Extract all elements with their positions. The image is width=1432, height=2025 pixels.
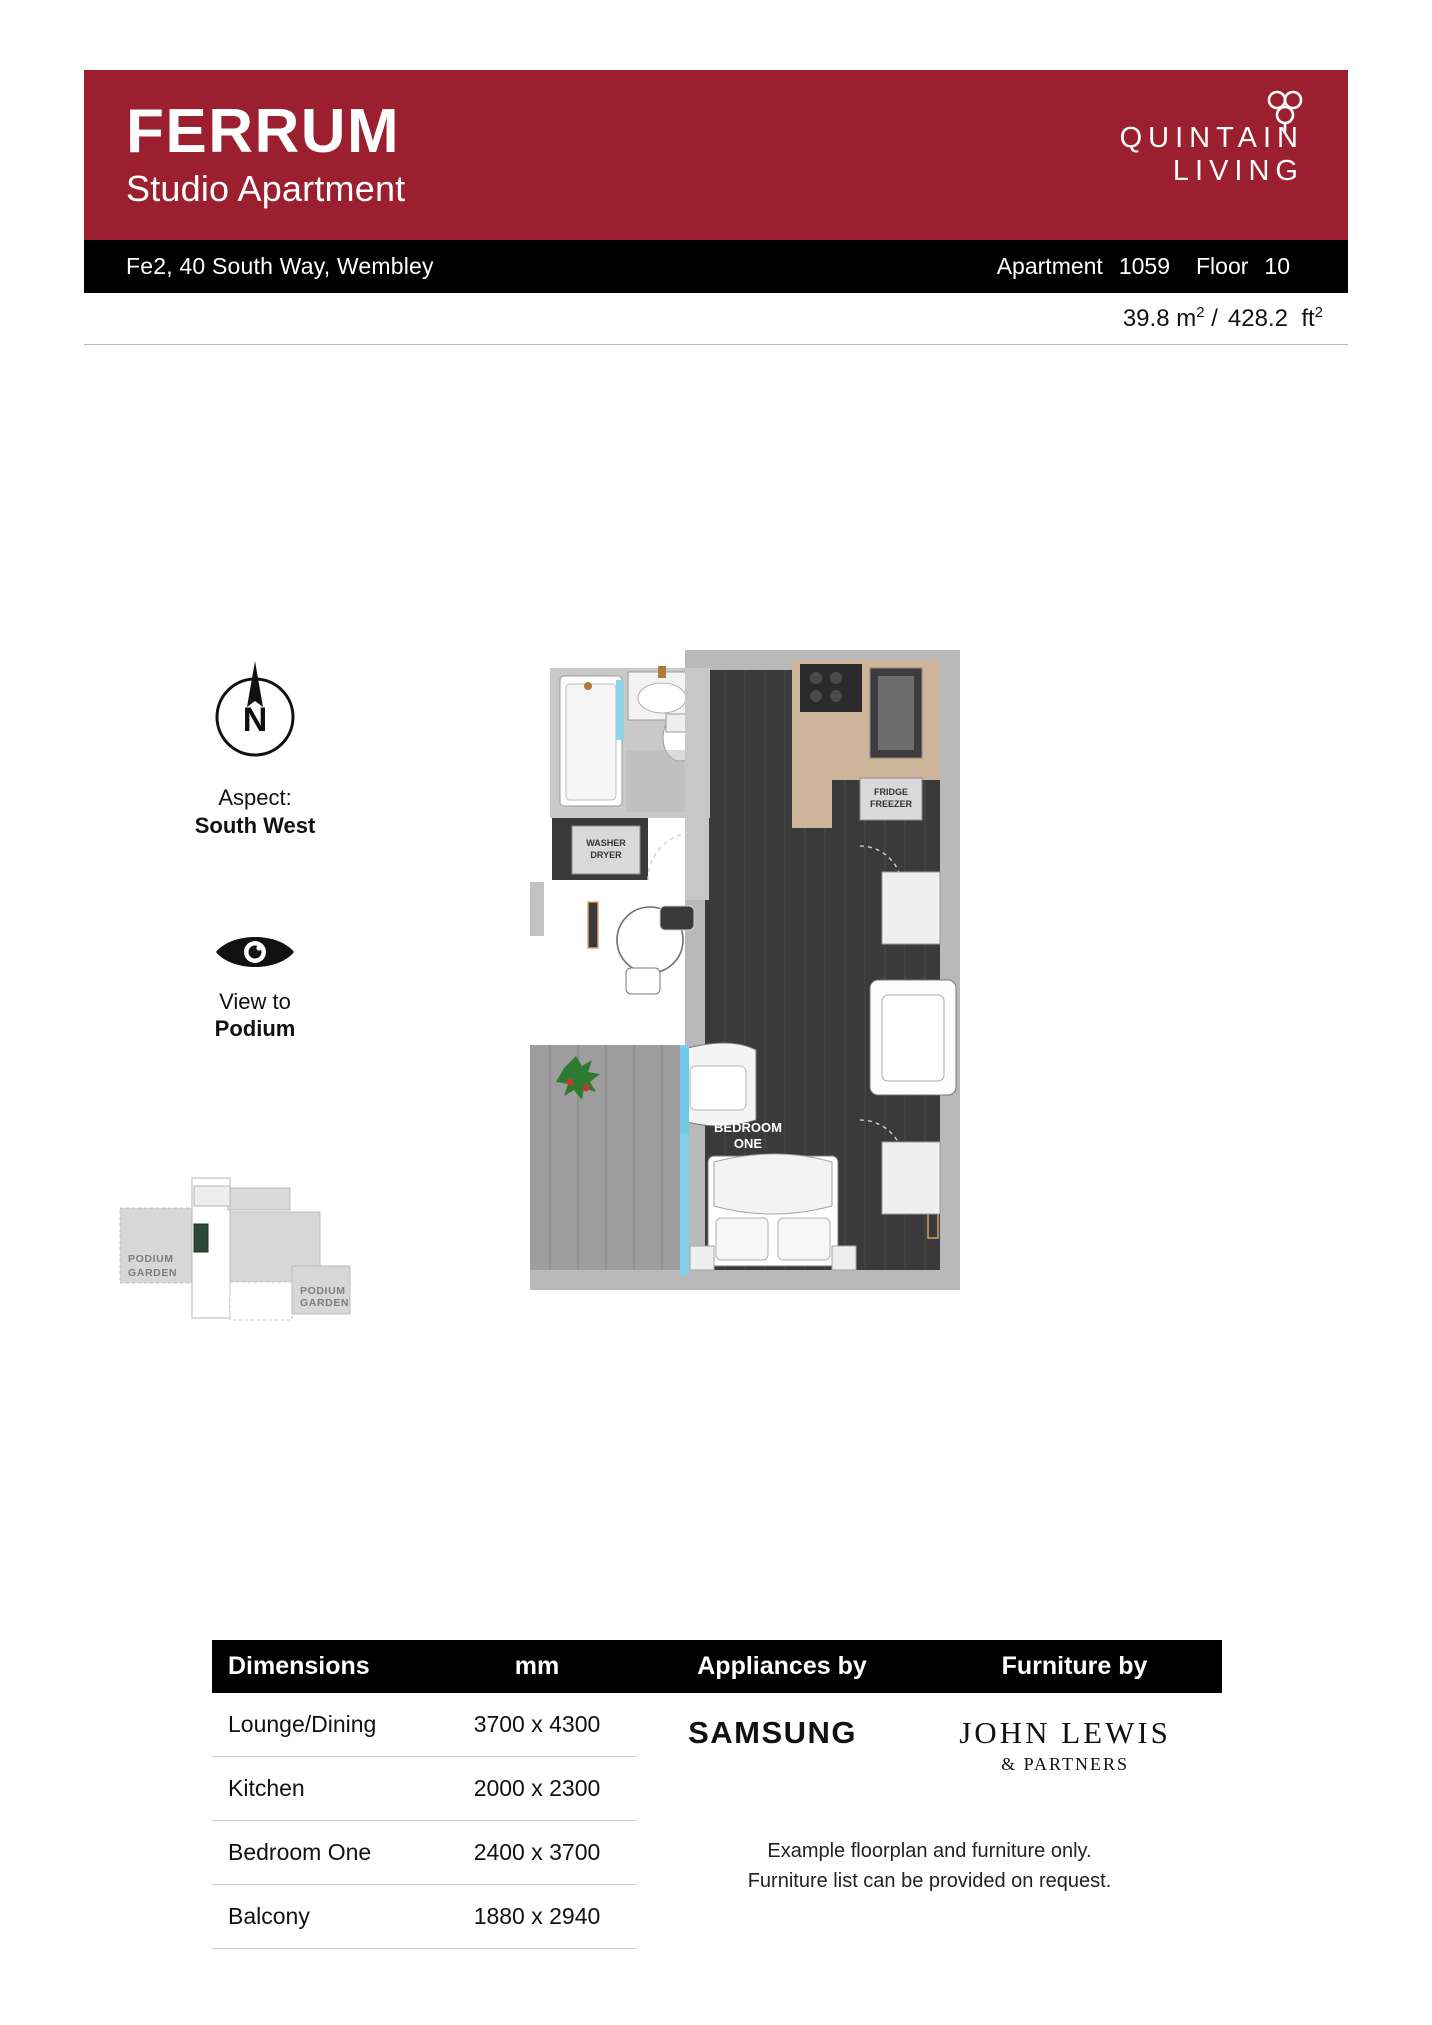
room-name: Balcony <box>228 1903 310 1929</box>
furniture-brand-logo <box>959 1715 1171 1775</box>
table-row <box>212 1821 637 1885</box>
area-separator: / <box>1211 305 1218 332</box>
brands-row <box>637 1693 1222 1798</box>
room-name: Kitchen <box>228 1775 305 1801</box>
key-plan <box>110 1170 370 1355</box>
room-size: 2400 x 3700 <box>473 1839 601 1865</box>
disclaimer <box>637 1836 1222 1896</box>
apartment-number: 1059 <box>1118 253 1170 279</box>
compass-north-letter: N <box>242 701 268 739</box>
room-size: 2000 x 2300 <box>473 1775 601 1801</box>
dimensions-column <box>212 1693 637 1949</box>
address-bar <box>84 240 1348 293</box>
header-furniture: Furniture by <box>1001 1652 1148 1680</box>
title-block <box>126 97 406 210</box>
room-size: 3700 x 4300 <box>473 1711 601 1737</box>
trefoil-icon <box>1256 88 1314 141</box>
specs-table <box>212 1640 1222 1949</box>
keyplan-label-1b: GARDEN <box>128 1267 178 1279</box>
compass-icon <box>120 655 390 765</box>
table-body <box>212 1693 1222 1949</box>
area-metric-unit: m <box>1176 305 1197 332</box>
view-label: View to <box>219 988 291 1014</box>
header-units: mm <box>514 1652 560 1680</box>
floorplan-drawing <box>530 650 1110 1290</box>
keyplan-label-1: PODIUM <box>128 1253 174 1265</box>
area-metric-unit-sup: 2 <box>1196 304 1205 321</box>
brand-logo <box>1120 122 1308 189</box>
header-dimensions: Dimensions <box>228 1652 370 1680</box>
area-metric-value: 39.8 <box>1122 305 1170 332</box>
table-row <box>212 1693 637 1757</box>
floor-label: Floor <box>1196 253 1249 279</box>
page-title: FERRUM <box>126 97 401 167</box>
disclaimer-line-2: Furniture list can be provided on request. <box>747 1870 1112 1892</box>
table-row <box>212 1757 637 1821</box>
header-banner <box>84 70 1348 240</box>
fridge-label-line1: FRIDGE <box>873 787 909 797</box>
room-size: 1880 x 2940 <box>473 1903 601 1929</box>
keyplan-label-2: PODIUM <box>300 1285 346 1297</box>
aspect-value: South West <box>194 812 316 838</box>
appliance-brand-logo: SAMSUNG <box>688 1715 858 1750</box>
area-row <box>84 293 1348 345</box>
area-imperial-unit: ft <box>1301 305 1315 332</box>
view-value: Podium <box>214 1016 296 1042</box>
washer-label-line1: WASHER <box>586 838 626 848</box>
washer-label-line2: DRYER <box>590 850 622 860</box>
aspect-label: Aspect: <box>218 785 292 810</box>
room-name: Bedroom One <box>228 1839 372 1865</box>
area-metric <box>1123 304 1218 333</box>
disclaimer-line-1: Example floorplan and furniture only. <box>767 1840 1092 1862</box>
apartment-info <box>997 253 1306 280</box>
area-imperial-value: 428.2 <box>1227 305 1288 332</box>
room-label-line2: ONE <box>733 1136 763 1151</box>
fridge-label-line2: FREEZER <box>869 799 913 809</box>
header-appliances: Appliances by <box>697 1652 867 1680</box>
area-imperial-unit-sup: 2 <box>1314 304 1323 321</box>
area-imperial <box>1228 304 1323 333</box>
furniture-brand-sub: & PARTNERS <box>1001 1754 1129 1774</box>
table-row <box>212 1885 637 1949</box>
table-header-row <box>212 1640 1222 1693</box>
brand-sub: LIVING <box>1172 155 1304 187</box>
view-icon <box>120 929 390 975</box>
floor-number: 10 <box>1264 253 1290 279</box>
brands-column <box>637 1693 1222 1949</box>
furniture-brand-name: JOHN LEWIS <box>959 1715 1171 1750</box>
keyplan-label-2b: GARDEN <box>300 1297 350 1309</box>
room-name: Lounge/Dining <box>228 1711 377 1737</box>
room-label-line1: BEDROOM <box>714 1120 782 1135</box>
orientation-panel <box>120 655 390 1042</box>
brand-name: QUINTAIN <box>1119 121 1304 154</box>
page-subtitle: Studio Apartment <box>126 168 406 210</box>
apartment-label: Apartment <box>996 253 1103 279</box>
address-text: Fe2, 40 South Way, Wembley <box>126 253 434 279</box>
